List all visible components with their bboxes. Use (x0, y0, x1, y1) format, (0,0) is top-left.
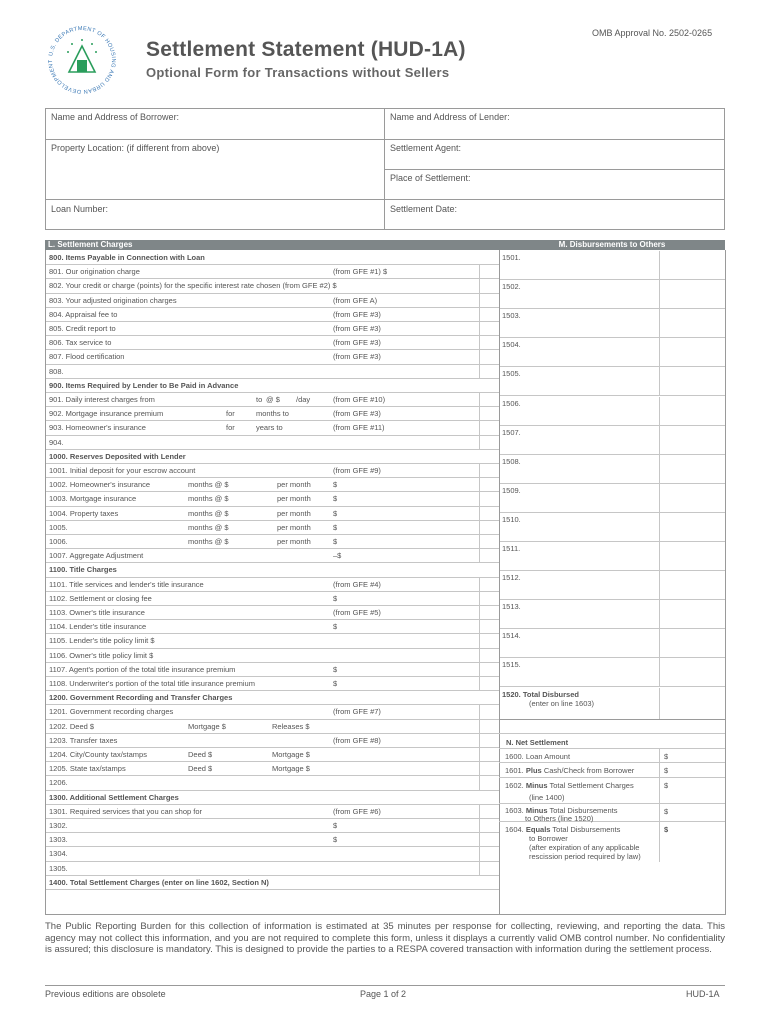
disbursement-payee-line[interactable] (499, 672, 659, 673)
disbursement-amount-cell[interactable] (659, 513, 725, 541)
charge-row-text: 807. Flood certification (49, 352, 125, 362)
reporting-burden-statement: The Public Reporting Burden for this collection of information is estimated at 35 minutes per response for collecting, reviewing, and reporting the data. This agency may not collect this information, and you are not required to complete this form, unless it displays a currently valid OMB control number. No confidentiality is assured; this disclosure is mandatory. This is designed to provide the parties to a RESPA covered transaction with information during the settlement process. (45, 921, 725, 955)
charge-row (45, 535, 499, 549)
charge-row (45, 578, 499, 592)
charge-row-text: 904. (49, 437, 64, 447)
disbursement-line-number: 1510. (502, 514, 521, 524)
disbursement-row (499, 629, 725, 658)
charge-row-text: 1005. (49, 522, 68, 532)
footer-divider (45, 985, 725, 986)
charge-row-text: 1104. Lender's title insurance (49, 622, 147, 632)
settlement-charges-cell[interactable]: $ (659, 778, 725, 803)
charge-row-text: per month (277, 480, 311, 490)
charge-row (45, 492, 499, 506)
disbursement-line-number: 1504. (502, 340, 521, 350)
charge-row-text: 1000. Reserves Deposited with Lender (49, 451, 186, 461)
charge-row (45, 436, 499, 450)
disbursements-to-others-cell[interactable]: $ (659, 804, 725, 821)
hud-seal-logo (44, 22, 120, 98)
disbursement-amount-cell[interactable] (659, 397, 725, 425)
section-m-header: M. Disbursements to Others (499, 240, 725, 250)
charge-row (45, 862, 499, 876)
property-location-field[interactable]: Property Location: (if different from above) (51, 143, 220, 153)
charge-row-text: (from GFE #5) (333, 608, 381, 617)
form-bottom-border (45, 914, 725, 915)
loan-number-field[interactable]: Loan Number: (51, 204, 109, 214)
charge-row-text: (from GFE #10) (333, 395, 386, 404)
disbursement-row (499, 309, 725, 338)
disbursement-payee-line[interactable] (499, 585, 659, 586)
charge-row-text: Releases $ (272, 721, 310, 731)
n-row-1600: 1600. Loan Amount $ (499, 749, 725, 763)
charge-row (45, 847, 499, 861)
disbursement-payee-line[interactable] (499, 614, 659, 615)
disbursement-payee-line[interactable] (499, 643, 659, 644)
charge-row-text: months @ $ (188, 494, 229, 504)
charge-row-text: months @ $ (188, 522, 229, 532)
charge-row-text: 806. Tax service to (49, 338, 112, 348)
charge-row-text: (from GFE #3) (333, 324, 381, 333)
charge-row-text: 1001. Initial deposit for your escrow account (49, 466, 196, 475)
charge-row-text: 1100. Title Charges (49, 565, 117, 575)
info-divider (45, 139, 725, 140)
charge-row-text: (from GFE #1) $ (333, 267, 388, 277)
charge-row (45, 350, 499, 364)
charge-row-text: months @ $ (188, 480, 229, 490)
charge-row-text: (from GFE #4) (333, 579, 381, 589)
charge-row-text: 803. Your adjusted origination charges (49, 295, 177, 305)
charge-row (45, 634, 499, 648)
charge-row-text: 1105. Lender's title policy limit $ (49, 636, 155, 646)
charge-row-text: (from GFE A) (333, 295, 378, 305)
charge-row-text: Deed $ (188, 750, 213, 759)
charge-row (45, 421, 499, 435)
charge-row-text: $ (333, 679, 338, 688)
disbursement-amount-cell[interactable] (659, 455, 725, 483)
charge-row (45, 663, 499, 677)
charge-row-text: 1400. Total Settlement Charges (enter on line 1602, Section N) (49, 877, 269, 887)
charge-row-text: @ $ (266, 395, 280, 404)
charge-row-text: Mortgage $ (188, 721, 226, 731)
charge-row-text: months @ $ (188, 537, 229, 546)
cash-from-borrower-cell[interactable]: $ (659, 763, 725, 777)
section-subheader-row (45, 876, 499, 890)
section-subheader-row (45, 563, 499, 577)
charge-row (45, 649, 499, 663)
disbursement-line-number: 1507. (502, 427, 521, 437)
n-row-1601: 1601. Plus Cash/Check from Borrower $ (499, 763, 725, 778)
charge-row-text: 804. Appraisal fee to (49, 309, 118, 319)
disbursement-payee-line[interactable] (499, 498, 659, 499)
disbursement-payee-line[interactable] (499, 265, 659, 266)
charge-row-text: 1106. Owner's title policy limit $ (49, 650, 154, 660)
disbursement-row (499, 397, 725, 426)
footer-left: Previous editions are obsolete (45, 989, 166, 999)
charge-row (45, 265, 499, 279)
charge-row-text: 1006. (49, 537, 68, 546)
n-row-1602: 1602. Minus Total Settlement Charges (line 1400) $ (499, 778, 725, 804)
section-n-title: N. Net Settlement (506, 738, 569, 747)
charge-row-text: 1301. Required services that you can shop for (49, 806, 203, 816)
charge-row-text: 903. Homeowner's insurance (49, 423, 146, 433)
charge-row-text: 1002. Homeowner's insurance (49, 480, 151, 490)
charge-row (45, 549, 499, 563)
section-subheader-row (45, 450, 499, 464)
charge-row-text: 1003. Mortgage insurance (49, 494, 137, 504)
charge-row (45, 776, 499, 790)
disbursement-row (499, 367, 725, 396)
charge-row-text: /day (296, 395, 311, 404)
charge-row (45, 805, 499, 819)
footer-page-number: Page 1 of 2 (360, 989, 407, 999)
charge-row-text: 1203. Transfer taxes (49, 735, 118, 745)
section-subheader-row (45, 791, 499, 805)
borrower-name-field[interactable]: Name and Address of Borrower: (51, 112, 180, 122)
charge-row-text: 800. Items Payable in Connection with Loan (49, 253, 205, 262)
disbursement-row (499, 658, 725, 687)
charge-row-text: (from GFE #11) (333, 423, 385, 433)
disbursement-payee-line[interactable] (499, 381, 659, 382)
disbursement-amount-cell[interactable] (659, 658, 725, 686)
n-gap-row (499, 720, 725, 734)
form-right-border (725, 250, 726, 915)
charge-row-text: $ (333, 593, 338, 603)
form-left-border (45, 250, 46, 915)
charge-row-text: (from GFE #3) (333, 309, 381, 319)
charge-row-text: months to (256, 409, 289, 419)
charge-row-text: $ (333, 480, 338, 490)
disbursement-row (499, 513, 725, 542)
charge-row-text: per month (277, 537, 311, 546)
disbursement-line-number: 1514. (502, 631, 521, 641)
disbursement-amount-cell[interactable] (659, 600, 725, 628)
charge-row-text: 1206. (49, 778, 68, 788)
charge-row-text: 1004. Property taxes (49, 508, 119, 518)
disbursement-row (499, 426, 725, 455)
omb-approval: OMB Approval No. 2502-0265 (592, 28, 713, 38)
charge-row-text: 1103. Owner's title insurance (49, 608, 145, 617)
disbursement-amount-cell[interactable] (659, 309, 725, 337)
charge-row-text: for (226, 409, 235, 419)
charge-row-text: 1204. City/County tax/stamps (49, 750, 147, 759)
disbursement-line-number: 1509. (502, 485, 521, 495)
charge-row-text: $ (333, 664, 338, 674)
charge-row-text: for (226, 423, 235, 433)
disbursement-line-number: 1501. (502, 253, 521, 262)
charge-row (45, 606, 499, 620)
charge-row-text: 805. Credit report to (49, 324, 116, 333)
charge-amount-cell[interactable] (479, 862, 543, 875)
info-divider (384, 169, 725, 170)
charge-row (45, 833, 499, 847)
charge-row-text: 1102. Settlement or closing fee (49, 593, 152, 603)
charge-row-text: 1303. (49, 835, 68, 845)
charge-row-text: $ (333, 537, 338, 546)
settlement-agent-field[interactable]: Settlement Agent: (390, 143, 462, 153)
m-total-label: 1520. Total Disbursed (502, 690, 579, 699)
charge-row (45, 407, 499, 421)
charge-row-text: (from GFE #3) (333, 338, 381, 348)
disbursement-row (499, 484, 725, 513)
n-row-1603: 1603. Minus Total Disbursements to Others (line 1520) $ (499, 804, 725, 822)
disbursement-line-number: 1515. (502, 660, 521, 670)
form-subtitle: Optional Form for Transactions without Sellers (146, 65, 450, 80)
disbursement-amount-cell[interactable] (659, 280, 725, 308)
place-of-settlement-field[interactable]: Place of Settlement: (390, 173, 471, 183)
lender-name-field[interactable]: Name and Address of Lender: (390, 112, 510, 122)
form-title: Settlement Statement (HUD-1A) (146, 38, 466, 61)
charge-row-text: 1300. Additional Settlement Charges (49, 792, 179, 802)
charge-row-text: Deed $ (188, 764, 213, 774)
charge-row-text: 1304. (49, 849, 68, 859)
charge-row-text: (from GFE #7) (333, 707, 381, 717)
charge-row-text: 900. Items Required by Lender to Be Paid in Advance (49, 380, 239, 390)
charge-row (45, 734, 499, 748)
charge-row-text: 808. (49, 366, 64, 376)
disbursement-line-number: 1503. (502, 311, 521, 321)
disbursement-amount-cell[interactable] (659, 426, 725, 454)
section-subheader-row (45, 251, 499, 265)
charge-row (45, 365, 499, 379)
charge-row-text: $ (333, 622, 338, 632)
charge-row-text: 1302. (49, 821, 68, 830)
disbursement-line-number: 1513. (502, 602, 521, 612)
charge-row (45, 748, 499, 762)
disbursement-payee-line[interactable] (499, 469, 659, 470)
disbursement-amount-cell[interactable] (659, 367, 725, 395)
disbursement-line-number: 1505. (502, 369, 521, 379)
charge-row-text: (from GFE #9) (333, 466, 381, 475)
charge-row (45, 308, 499, 322)
charge-row-text: 1107. Agent's portion of the total title insurance premium (49, 664, 236, 674)
disbursement-payee-line[interactable] (499, 294, 659, 295)
disbursement-payee-line[interactable] (499, 556, 659, 557)
charge-row-text: 801. Our origination charge (49, 267, 140, 277)
disbursement-line-number: 1511. (502, 544, 521, 553)
charge-row-text: $ (333, 835, 338, 845)
charge-row-text: years to (256, 423, 283, 433)
charge-row-text: per month (277, 508, 311, 518)
charge-row (45, 478, 499, 492)
charge-row-text: Mortgage $ (272, 750, 310, 759)
disbursements-to-borrower-cell[interactable]: $ (659, 822, 725, 862)
m-total-amount[interactable] (659, 688, 725, 719)
section-subheader-row (45, 691, 499, 705)
disbursement-row (499, 455, 725, 484)
disbursement-row (499, 251, 725, 280)
charge-row (45, 336, 499, 350)
charge-row-text: 1101. Title services and lender's title insurance (49, 579, 204, 589)
charge-row-text: 1007. Aggregate Adjustment (49, 551, 144, 561)
charge-row-text: per month (277, 494, 311, 504)
disbursement-row (499, 542, 725, 571)
loan-amount-cell[interactable]: $ (659, 749, 725, 762)
disbursement-payee-line[interactable] (499, 352, 659, 353)
charge-row-text: months @ $ (188, 508, 229, 518)
charge-row-text: $ (333, 522, 338, 532)
charge-row (45, 705, 499, 719)
charge-row-text: to (256, 395, 263, 404)
charge-row (45, 294, 499, 308)
charge-row (45, 521, 499, 535)
charge-row-text: 802. Your credit or charge (points) for the specific interest rate chosen (from GFE #2) $ (49, 281, 337, 291)
svg-text:U.S. DEPARTMENT OF HOUSING AND: U.S. DEPARTMENT OF HOUSING AND URBAN DEVELOPMENT (47, 25, 117, 95)
charge-row-text: $ (333, 494, 338, 504)
charge-row (45, 762, 499, 776)
disbursement-amount-cell[interactable] (659, 571, 725, 599)
disbursement-amount-cell[interactable] (659, 542, 725, 570)
charge-row-text: (from GFE #8) (333, 735, 381, 745)
n-row-1604: 1604. Equals Total Disbursements to Borrower (after expiration of any applicable rescission period required by law) $ (499, 822, 725, 862)
disbursement-payee-line[interactable] (499, 323, 659, 324)
disbursement-amount-cell[interactable] (659, 629, 725, 657)
charge-row-text: Mortgage $ (272, 764, 310, 774)
disbursement-payee-line[interactable] (499, 411, 659, 412)
charge-row-text: 901. Daily interest charges from (49, 395, 155, 404)
info-divider (45, 199, 725, 200)
disbursement-payee-line[interactable] (499, 527, 659, 528)
disbursement-amount-cell[interactable] (659, 251, 725, 279)
charge-row-text: 1205. State tax/stamps (49, 764, 126, 774)
m-total-sub: (enter on line 1603) (529, 699, 595, 708)
charge-row-text: 902. Mortgage insurance premium (49, 409, 164, 419)
charge-row (45, 393, 499, 407)
charge-row-text: 1305. (49, 863, 68, 873)
disbursement-amount-cell[interactable] (659, 484, 725, 512)
settlement-date-field[interactable]: Settlement Date: (390, 204, 458, 214)
disbursement-row (499, 280, 725, 309)
charge-row-text: $ (333, 821, 338, 830)
charge-row-text: $ (333, 508, 338, 518)
charge-row (45, 620, 499, 634)
disbursement-row (499, 338, 725, 367)
charge-row-text: 1202. Deed $ (49, 721, 95, 731)
charge-row (45, 720, 499, 734)
disbursement-line-number: 1512. (502, 573, 521, 583)
charge-row-text: (from GFE #3) (333, 409, 381, 419)
charge-row (45, 677, 499, 691)
charge-row (45, 464, 499, 478)
charge-row (45, 322, 499, 336)
disbursement-payee-line[interactable] (499, 440, 659, 441)
footer-form-id: HUD-1A (686, 989, 720, 999)
charge-row-text: 1200. Government Recording and Transfer Charges (49, 693, 233, 703)
charge-row-text: –$ (333, 551, 342, 561)
charge-row-text: 1108. Underwriter's portion of the total title insurance premium (49, 679, 255, 688)
charge-row (45, 819, 499, 833)
charge-row-text: (from GFE #3) (333, 352, 381, 362)
m-total-row (499, 688, 725, 720)
disbursement-line-number: 1502. (502, 282, 521, 292)
charge-row-text: 1201. Government recording charges (49, 707, 174, 717)
disbursement-amount-cell[interactable] (659, 338, 725, 366)
charge-row (45, 592, 499, 606)
disbursement-row (499, 571, 725, 600)
section-l-header: L. Settlement Charges (45, 240, 499, 250)
charge-row (45, 507, 499, 521)
charge-row-text: per month (277, 522, 311, 532)
section-subheader-row (45, 379, 499, 393)
charge-row (45, 279, 499, 293)
disbursement-line-number: 1508. (502, 456, 521, 466)
charge-row-text: (from GFE #6) (333, 806, 381, 816)
disbursement-row (499, 600, 725, 629)
disbursement-line-number: 1506. (502, 398, 521, 408)
